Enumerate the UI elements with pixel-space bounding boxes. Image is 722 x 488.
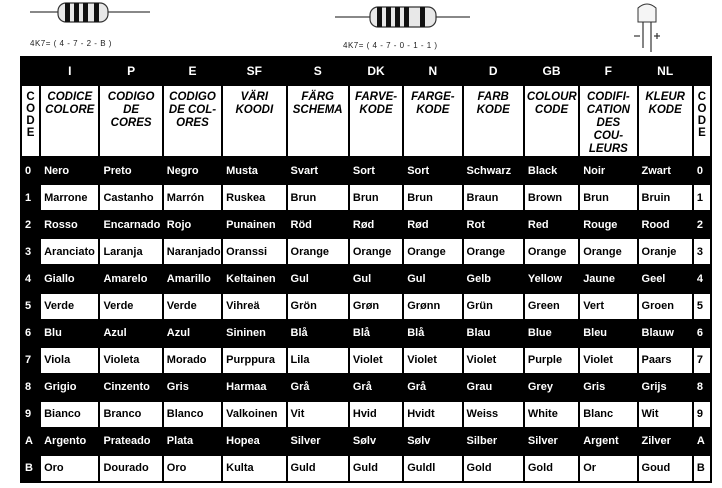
- code-label-letter: O: [26, 103, 36, 116]
- row-code-left: 9: [22, 402, 39, 427]
- color-name-cell: Blå: [288, 321, 348, 346]
- color-name-cell: Viola: [41, 348, 98, 373]
- color-name-cell: Guld: [350, 456, 402, 481]
- color-name-cell: Braun: [464, 185, 523, 210]
- row-code-right: 4: [694, 266, 710, 291]
- header-corner-right: [694, 58, 710, 84]
- color-name-cell: Vert: [580, 294, 636, 319]
- color-name-cell: Or: [580, 456, 636, 481]
- color-name-cell: Rood: [639, 212, 692, 237]
- color-name-cell: Gul: [288, 266, 348, 291]
- color-name-cell: Silver: [288, 429, 348, 454]
- row-code-right: 2: [694, 212, 710, 237]
- color-code-name: FARB KODE: [464, 86, 523, 156]
- color-name-cell: Red: [525, 212, 578, 237]
- color-name-cell: Grön: [288, 294, 348, 319]
- color-name-cell: Grigio: [41, 375, 98, 400]
- color-name-cell: Oranssi: [223, 239, 285, 264]
- row-code-left: 4: [22, 266, 39, 291]
- color-name-cell: Sininen: [223, 321, 285, 346]
- language-header: D: [464, 58, 523, 84]
- language-header: S: [288, 58, 348, 84]
- header-illustrations: [0, 0, 722, 56]
- color-name-cell: Blau: [464, 321, 523, 346]
- color-name-cell: Plata: [164, 429, 221, 454]
- color-name-cell: Orange: [580, 239, 636, 264]
- color-code-name: CODICE COLORE: [41, 86, 98, 156]
- table-row: [22, 212, 710, 237]
- color-code-name-row: [22, 86, 710, 156]
- color-name-cell: Orange: [350, 239, 402, 264]
- color-name-cell: Nero: [41, 158, 98, 183]
- color-name-cell: Argento: [41, 429, 98, 454]
- led-icon: [634, 4, 660, 52]
- code-label-letter: D: [697, 115, 707, 128]
- code-label-letter: E: [26, 127, 35, 140]
- color-name-cell: Black: [525, 158, 578, 183]
- table-row: [22, 266, 710, 291]
- color-name-cell: Prateado: [100, 429, 161, 454]
- color-name-cell: Blå: [350, 321, 402, 346]
- color-name-cell: Brun: [404, 185, 461, 210]
- color-name-cell: Morado: [164, 348, 221, 373]
- language-header-row: [22, 58, 710, 84]
- color-name-cell: Grau: [464, 375, 523, 400]
- code-label-letter: C: [26, 91, 35, 104]
- color-name-cell: Ruskea: [223, 185, 285, 210]
- color-name-cell: Amarillo: [164, 266, 221, 291]
- row-code-left: 6: [22, 321, 39, 346]
- row-code-right: 1: [694, 185, 710, 210]
- color-code-name: CODIGO DE CORES: [100, 86, 161, 156]
- table-row: [22, 375, 710, 400]
- color-name-cell: Keltainen: [223, 266, 285, 291]
- color-code-name: CODIFI-CATION DES COU-LEURS: [580, 86, 636, 156]
- color-name-cell: Valkoinen: [223, 402, 285, 427]
- color-name-cell: Blu: [41, 321, 98, 346]
- color-name-cell: Svart: [288, 158, 348, 183]
- color-name-cell: Green: [525, 294, 578, 319]
- code-label-letter: D: [26, 115, 35, 128]
- color-name-cell: Gris: [164, 375, 221, 400]
- color-name-cell: Vit: [288, 402, 348, 427]
- color-name-cell: Wit: [639, 402, 692, 427]
- code-label-right: [694, 86, 710, 156]
- resistor-right-caption: 4K7= ( 4 - 7 - 0 - 1 - 1 ): [343, 41, 438, 50]
- row-code-right: 3: [694, 239, 710, 264]
- color-name-cell: Lila: [288, 348, 348, 373]
- color-name-cell: Argent: [580, 429, 636, 454]
- row-code-left: 0: [22, 158, 39, 183]
- header-corner-left: [22, 58, 39, 84]
- color-name-cell: Rouge: [580, 212, 636, 237]
- row-code-left: B: [22, 456, 39, 481]
- color-name-cell: Azul: [100, 321, 161, 346]
- row-code-left: 3: [22, 239, 39, 264]
- color-name-cell: Silber: [464, 429, 523, 454]
- color-name-cell: Harmaa: [223, 375, 285, 400]
- color-name-cell: Blauw: [639, 321, 692, 346]
- row-code-left: 2: [22, 212, 39, 237]
- table-row: [22, 158, 710, 183]
- color-code-name: KLEUR KODE: [639, 86, 692, 156]
- color-name-cell: Hvidt: [404, 402, 461, 427]
- row-code-right: 0: [694, 158, 710, 183]
- code-label-letter: E: [698, 127, 706, 140]
- color-name-cell: Guldl: [404, 456, 461, 481]
- color-name-cell: Zilver: [639, 429, 692, 454]
- color-name-cell: Noir: [580, 158, 636, 183]
- color-name-cell: Blanc: [580, 402, 636, 427]
- color-name-cell: Sort: [350, 158, 402, 183]
- language-header: GB: [525, 58, 578, 84]
- color-name-cell: Jaune: [580, 266, 636, 291]
- color-name-cell: Groen: [639, 294, 692, 319]
- color-name-cell: Bianco: [41, 402, 98, 427]
- color-name-cell: Grønn: [404, 294, 461, 319]
- color-name-cell: Punainen: [223, 212, 285, 237]
- color-code-name: COLOUR CODE: [525, 86, 578, 156]
- color-name-cell: Orange: [464, 239, 523, 264]
- resistor-4-band-icon: [30, 3, 150, 22]
- color-name-cell: Rosso: [41, 212, 98, 237]
- color-name-cell: Guld: [288, 456, 348, 481]
- color-name-cell: Gold: [464, 456, 523, 481]
- language-header: DK: [350, 58, 402, 84]
- color-name-cell: Rot: [464, 212, 523, 237]
- color-name-cell: Oro: [164, 456, 221, 481]
- table-row: [22, 429, 710, 454]
- color-name-cell: Purppura: [223, 348, 285, 373]
- color-name-cell: Paars: [639, 348, 692, 373]
- row-code-left: 5: [22, 294, 39, 319]
- table-row: [22, 321, 710, 346]
- color-name-cell: Brown: [525, 185, 578, 210]
- color-name-cell: Brun: [288, 185, 348, 210]
- color-name-cell: White: [525, 402, 578, 427]
- color-name-cell: Negro: [164, 158, 221, 183]
- color-name-cell: Violeta: [100, 348, 161, 373]
- color-name-cell: Oranje: [639, 239, 692, 264]
- color-name-cell: Rød: [350, 212, 402, 237]
- color-name-cell: Orange: [288, 239, 348, 264]
- color-name-cell: Violet: [350, 348, 402, 373]
- color-name-cell: Musta: [223, 158, 285, 183]
- color-name-cell: Marrone: [41, 185, 98, 210]
- row-code-right: 7: [694, 348, 710, 373]
- color-name-cell: Encarnado: [100, 212, 161, 237]
- row-code-right: A: [694, 429, 710, 454]
- color-name-cell: Blue: [525, 321, 578, 346]
- row-code-right: B: [694, 456, 710, 481]
- color-name-cell: Hopea: [223, 429, 285, 454]
- table-row: [22, 239, 710, 264]
- color-name-cell: Orange: [404, 239, 461, 264]
- color-code-name: FARVE-KODE: [350, 86, 402, 156]
- color-name-cell: Yellow: [525, 266, 578, 291]
- row-code-left: 1: [22, 185, 39, 210]
- color-name-cell: Sort: [404, 158, 461, 183]
- language-header: P: [100, 58, 161, 84]
- row-code-left: 7: [22, 348, 39, 373]
- color-name-cell: Brun: [350, 185, 402, 210]
- color-name-cell: Hvid: [350, 402, 402, 427]
- color-name-cell: Verde: [41, 294, 98, 319]
- table-row: [22, 294, 710, 319]
- color-code-table: [20, 56, 712, 483]
- color-name-cell: Blanco: [164, 402, 221, 427]
- color-name-cell: Dourado: [100, 456, 161, 481]
- color-name-cell: Blå: [404, 321, 461, 346]
- color-name-cell: Sølv: [350, 429, 402, 454]
- row-code-right: 5: [694, 294, 710, 319]
- color-name-cell: Purple: [525, 348, 578, 373]
- color-name-cell: Oro: [41, 456, 98, 481]
- color-name-cell: Grijs: [639, 375, 692, 400]
- color-name-cell: Amarelo: [100, 266, 161, 291]
- color-name-cell: Giallo: [41, 266, 98, 291]
- color-name-cell: Kulta: [223, 456, 285, 481]
- color-code-name: FÄRG SCHEMA: [288, 86, 348, 156]
- row-code-right: 8: [694, 375, 710, 400]
- color-name-cell: Preto: [100, 158, 161, 183]
- code-label-letter: C: [697, 91, 707, 104]
- language-header: SF: [223, 58, 285, 84]
- language-header: NL: [639, 58, 692, 84]
- color-name-cell: Naranjado: [164, 239, 221, 264]
- color-name-cell: Zwart: [639, 158, 692, 183]
- resistor-5-band-icon: [335, 7, 470, 27]
- language-header: F: [580, 58, 636, 84]
- color-name-cell: Bleu: [580, 321, 636, 346]
- color-name-cell: Rojo: [164, 212, 221, 237]
- color-name-cell: Geel: [639, 266, 692, 291]
- table-row: [22, 402, 710, 427]
- table-row: [22, 456, 710, 481]
- color-name-cell: Azul: [164, 321, 221, 346]
- row-code-left: 8: [22, 375, 39, 400]
- color-name-cell: Castanho: [100, 185, 161, 210]
- row-code-left: A: [22, 429, 39, 454]
- color-name-cell: Gold: [525, 456, 578, 481]
- color-name-cell: Grey: [525, 375, 578, 400]
- row-code-right: 9: [694, 402, 710, 427]
- color-name-cell: Gris: [580, 375, 636, 400]
- color-name-cell: Goud: [639, 456, 692, 481]
- color-name-cell: Laranja: [100, 239, 161, 264]
- color-name-cell: Verde: [100, 294, 161, 319]
- color-code-name: FARGE-KODE: [404, 86, 461, 156]
- color-name-cell: Gul: [404, 266, 461, 291]
- color-name-cell: Aranciato: [41, 239, 98, 264]
- language-header: E: [164, 58, 221, 84]
- color-name-cell: Violet: [580, 348, 636, 373]
- table-row: [22, 185, 710, 210]
- color-name-cell: Silver: [525, 429, 578, 454]
- color-name-cell: Cinzento: [100, 375, 161, 400]
- color-name-cell: Rød: [404, 212, 461, 237]
- color-name-cell: Bruin: [639, 185, 692, 210]
- color-name-cell: Gul: [350, 266, 402, 291]
- color-name-cell: Schwarz: [464, 158, 523, 183]
- color-code-name: VÄRI KOODI: [223, 86, 285, 156]
- color-name-cell: Sølv: [404, 429, 461, 454]
- language-header: I: [41, 58, 98, 84]
- code-label-letter: O: [697, 103, 707, 116]
- color-name-cell: Violet: [464, 348, 523, 373]
- color-code-name: CODIGO DE COL-ORES: [164, 86, 221, 156]
- language-header: N: [404, 58, 461, 84]
- color-name-cell: Gelb: [464, 266, 523, 291]
- code-label-left: [22, 86, 39, 156]
- color-name-cell: Branco: [100, 402, 161, 427]
- color-name-cell: Grå: [288, 375, 348, 400]
- color-name-cell: Grün: [464, 294, 523, 319]
- color-name-cell: Grå: [350, 375, 402, 400]
- color-name-cell: Vihreä: [223, 294, 285, 319]
- resistor-left-caption: 4K7= ( 4 - 7 - 2 - B ): [30, 39, 112, 48]
- color-name-cell: Violet: [404, 348, 461, 373]
- color-name-cell: Grå: [404, 375, 461, 400]
- color-name-cell: Orange: [525, 239, 578, 264]
- color-name-cell: Röd: [288, 212, 348, 237]
- color-name-cell: Grøn: [350, 294, 402, 319]
- color-name-cell: Verde: [164, 294, 221, 319]
- table-row: [22, 348, 710, 373]
- row-code-right: 6: [694, 321, 710, 346]
- color-name-cell: Weiss: [464, 402, 523, 427]
- color-name-cell: Marrón: [164, 185, 221, 210]
- color-name-cell: Brun: [580, 185, 636, 210]
